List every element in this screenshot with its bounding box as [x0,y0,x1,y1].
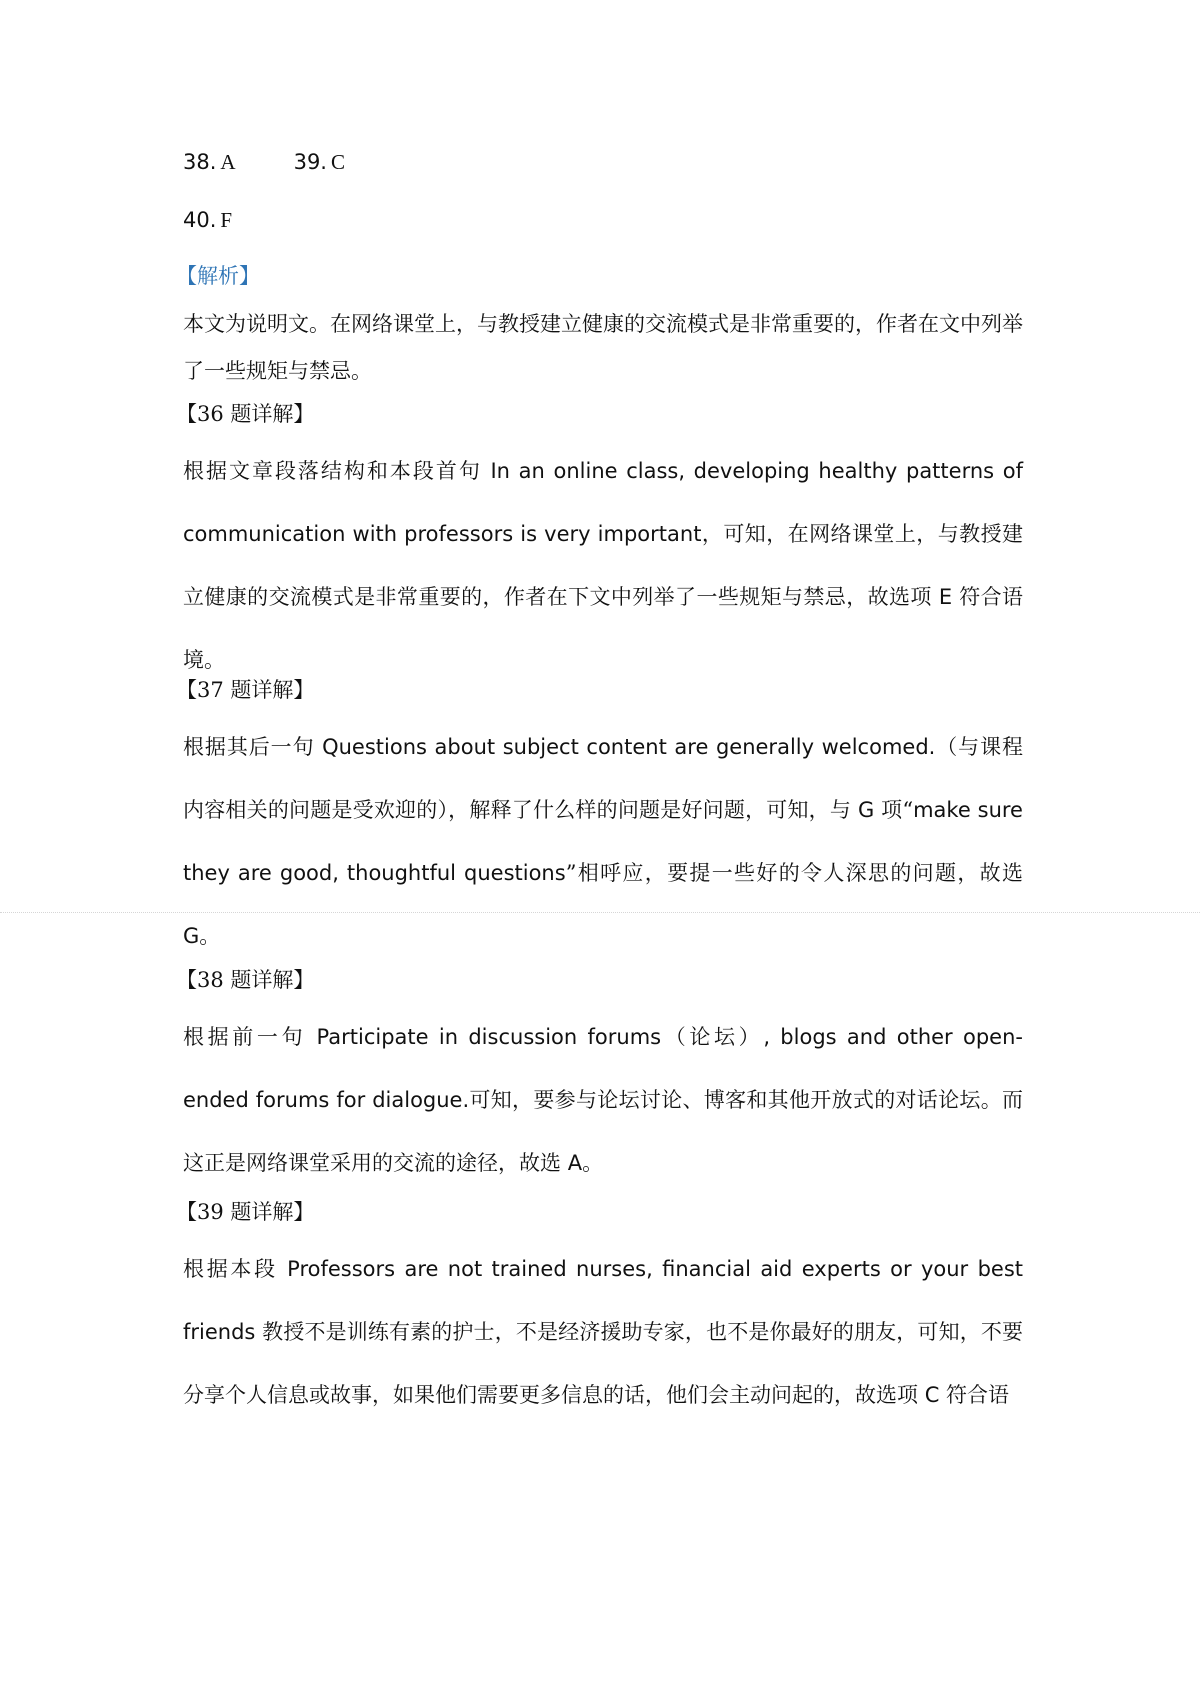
answer-38-number: 38. [183,150,217,174]
q36-quote: In an online class, developing healthy patterns of communication with professors is very important [183,459,1023,546]
q36-text-cn3: 符合语境。 [183,585,1023,672]
q36-text-cn2: ，可知，在网络课堂上，与教授建立健康的交流模式是非常重要的，作者在下文中列举了一些规矩与禁忌，故选项 [183,522,1024,609]
answer-row-40 [183,208,232,233]
q37-option: G [183,924,200,948]
q39-heading: 【39 题详解】 [176,1200,315,1224]
q37-text-cn3: 项“ [874,798,914,822]
q37-option-quote: make sure they are good, thoughtful questions [183,798,1023,885]
q37-text-cn4: ”相呼应，要提一些好的令人深思的问题，故选 [565,861,1023,885]
q39-text-cn3: 符合语 [939,1383,1010,1407]
answer-row-38-39 [183,150,345,175]
q36-option: E [938,585,953,609]
q39-quote: Professors are not trained nurses, financial aid experts or your best friends [183,1257,1023,1344]
q36-heading: 【36 题详解】 [176,402,315,426]
answer-40-letter: F [220,208,233,232]
q37-text-cn1: 根据其后一句 [183,735,323,759]
analysis-intro: 本文为说明文。在网络课堂上，与教授建立健康的交流模式是非常重要的，作者在文中列举了一些规矩与禁忌。 [183,312,1023,383]
q39-text-cn1: 根据本段 [183,1257,288,1281]
q38-text-cn1: 根据前一句 [183,1025,317,1049]
q38-heading: 【38 题详解】 [176,968,315,992]
q37-heading: 【37 题详解】 [176,678,315,702]
page-break-divider [0,912,1200,913]
q36-text-cn1: 根据文章段落结构和本段首句 [183,459,491,483]
q36-explanation [183,440,1023,692]
q38-option: A [567,1151,583,1175]
answer-39-letter: C [330,150,345,174]
answer-38-letter: A [220,150,236,174]
q37-text-cn2: （与课程内容相关的问题是受欢迎的），解释了什么样的问题是好问题，可知，与 [183,735,1023,822]
answer-39-number: 39. [293,150,327,174]
q37-option-ref: G [857,798,875,822]
analysis-label: 【解析】 [176,264,260,288]
q38-text-cn2: （论坛） [661,1025,764,1049]
q39-explanation [183,1238,1023,1427]
q38-quote-part1: Participate in discussion forums [316,1025,662,1049]
q38-quote-part2: , blogs and other open-ended forums for dialogue. [183,1025,1023,1112]
q39-option: C [924,1383,940,1407]
q38-text-cn3: 可知，要参与论坛讨论、博客和其他开放式的对话论坛。而这正是网络课堂采用的交流的途径，故选 [183,1088,1023,1175]
q38-explanation [183,1006,1023,1195]
q37-explanation [183,716,1023,968]
q38-text-cn4: 。 [582,1151,604,1175]
q37-quote: Questions about subject content are generally welcomed. [322,735,936,759]
q39-text-cn2: 教授不是训练有素的护士，不是经济援助专家，也不是你最好的朋友，可知，不要分享个人信息或故事，如果他们需要更多信息的话，他们会主动问起的，故选项 [183,1320,1023,1407]
q37-text-cn5: 。 [199,924,221,948]
answer-40-number: 40. [183,208,217,232]
